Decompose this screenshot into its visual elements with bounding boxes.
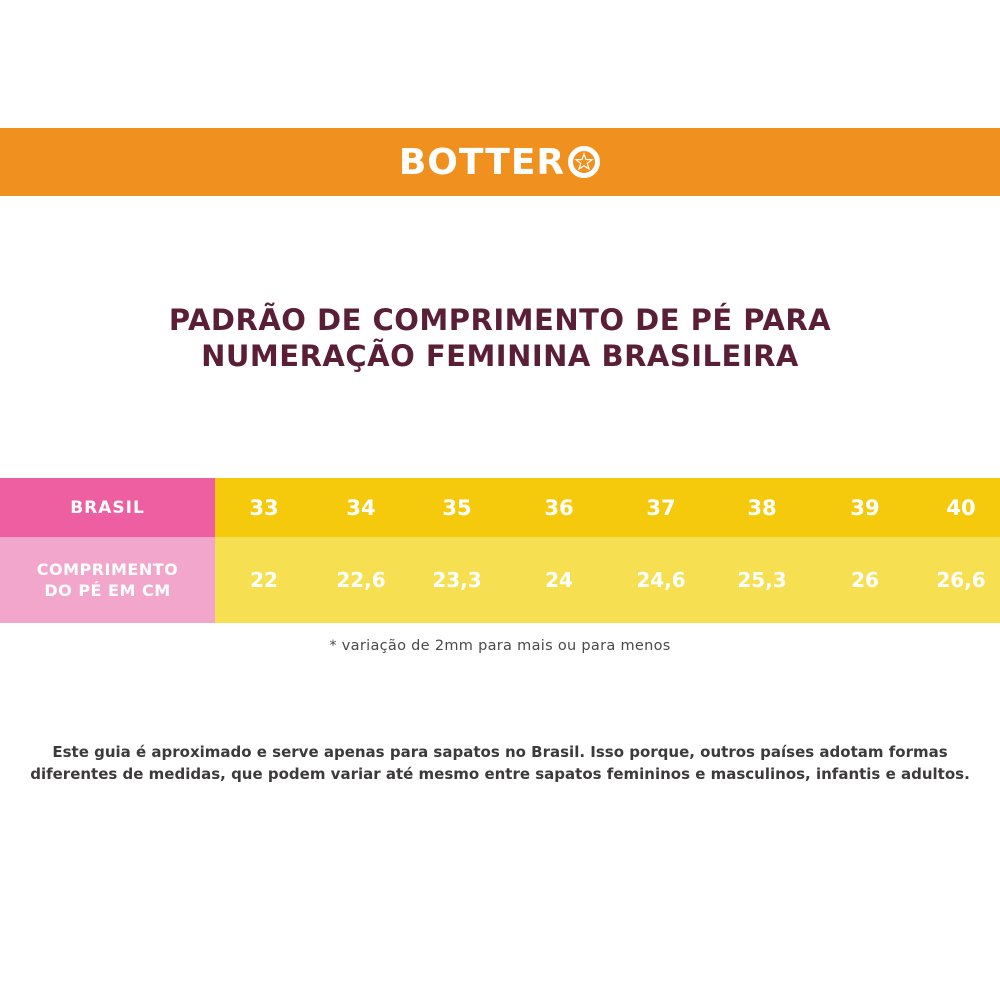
length-cell: 24,6 — [636, 568, 686, 592]
comprimento-header — [0, 537, 215, 623]
size-cell: 34 — [346, 495, 376, 520]
star-o-icon — [567, 145, 601, 179]
disclaimer-line-2: diferentes de medidas, que podem variar até mesmo entre sapatos femininos e masculinos, infantis e adultos. — [30, 765, 970, 783]
variation-note: * variação de 2mm para mais ou para menos — [329, 638, 671, 654]
disclaimer — [0, 741, 1000, 785]
disclaimer-line-1: Este guia é aproximado e serve apenas para sapatos no Brasil. Isso porque, outros países adotam formas — [52, 743, 948, 761]
header-banner — [0, 128, 1000, 196]
brasil-row — [0, 478, 1000, 537]
comprimento-row — [0, 537, 1000, 623]
size-cell: 38 — [747, 495, 777, 520]
length-cell: 22,6 — [336, 568, 386, 592]
size-table — [0, 478, 1000, 623]
size-cell: 37 — [646, 495, 676, 520]
title-line-1: PADRÃO DE COMPRIMENTO DE PÉ PARA — [168, 303, 832, 337]
comprimento-label-line-1: COMPRIMENTO — [36, 560, 179, 579]
length-cell: 24 — [545, 568, 573, 592]
size-cell: 35 — [442, 495, 472, 520]
page-title — [0, 302, 1000, 374]
length-cell: 26,6 — [936, 568, 986, 592]
length-cell: 22 — [250, 568, 278, 592]
length-cell: 25,3 — [737, 568, 787, 592]
bottero-logo — [399, 142, 601, 183]
size-cell: 33 — [249, 495, 279, 520]
comprimento-cells — [215, 537, 1000, 623]
length-cell: 23,3 — [432, 568, 482, 592]
title-line-2: NUMERAÇÃO FEMININA BRASILEIRA — [201, 339, 799, 373]
size-cell: 36 — [544, 495, 574, 520]
comprimento-label-line-2: DO PÉ EM CM — [44, 581, 171, 600]
size-cell: 40 — [946, 495, 976, 520]
brasil-header: BRASIL — [0, 478, 215, 537]
logo-text: BOTTER — [398, 141, 566, 183]
size-cell: 39 — [850, 495, 880, 520]
length-cell: 26 — [851, 568, 879, 592]
brasil-cells — [215, 478, 1000, 537]
